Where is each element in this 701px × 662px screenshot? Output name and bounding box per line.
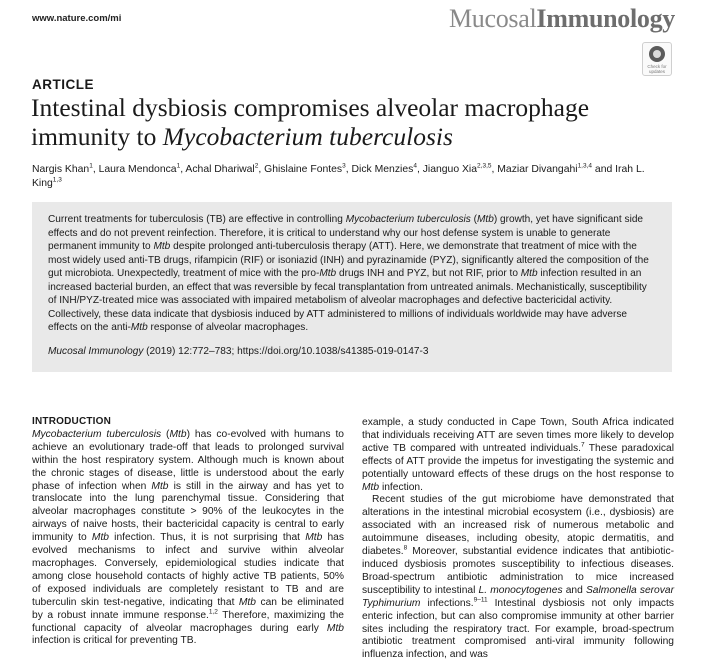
journal-name-part2: Immunology — [536, 4, 675, 33]
author-name[interactable]: Jianguo Xia — [422, 164, 478, 175]
article-title — [31, 93, 681, 151]
right-column — [362, 417, 674, 662]
author-name[interactable]: Laura Mendonca — [98, 164, 177, 175]
citation-journal: Mucosal Immunology — [48, 345, 144, 357]
paragraph-continued: example, a study conducted in Cape Town, South Africa indicated that individuals receiving ATT are seven times more likely to develop active TB compared with untreated individuals.$^7$ These paradoxical effects of ATT provide the impetus for investigating the systemic and potentially untoward effects of these drugs on the host response to Mtb infection. — [362, 417, 675, 493]
author-affiliation: 1,3 — [52, 176, 62, 184]
journal-logo — [449, 4, 675, 34]
article-type: ARTICLE — [32, 77, 94, 92]
paragraph-microbiome: Recent studies of the gut microbiome have demonstrated that alterations in the intestinal microbial ecosystem (i.e., dysbiosis) are associated with an increased risk of numerous metabolic and autoimmune diseases, including obesity, atopic dermatitis, and diabetes.$^8$ Moreover, substantial evidence indicates that antibiotic-induced dysbiosis promotes susceptibility to infectious diseases. Broad-spectrum antibiotic administration to mice increased susceptibility to intestinal L. monocytogenes and Salmonella serovar Typhimurium infections.$^{9-11}$ Intestinal dysbiosis not only impacts enteric infection, but can also compromise immunity at other barrier sites including the respiratory tract. For example, broad-spectrum antibiotic treatment compromised anti-viral immunity following influenza infection, and was — [362, 494, 674, 661]
check-updates-icon — [649, 46, 665, 62]
abstract-box — [32, 202, 672, 372]
check-for-updates-badge[interactable] — [642, 42, 672, 76]
citation-line — [48, 345, 656, 359]
journal-name-part1: Mucosal — [448, 4, 537, 33]
author-name[interactable]: Irah L. King — [32, 164, 645, 189]
intro-paragraph: Mycobacterium tuberculosis (Mtb) has co-evolved with humans to achieve an evolutionary trade-off that leads to prolonged survival within the host respiratory system. Although much is known about the chronic stages of disease, little is understood about the early phase of infection when Mtb is still in the airway and has yet to translocate into the lung parenchymal tissue. Considering that alveolar macrophages constitute > 90% of the leukocytes in the airways of naive hosts, their bactericidal capacity is central to early immunity to Mtb infection. Thus, it is not surprising that Mtb has evolved mechanisms to infect and survive within alveolar macrophages. Conversely, epidemiological studies indicate that among close household contacts of highly active TB patients, 50% of exposed individuals are completely resistant to TB and are tuberculin skin test-negative, indicating that Mtb can be eliminated by a robust innate immune response.$^{1,2}$ Therefore, maximizing the functional capacity of alveolar macrophages during early Mtb infection is critical for preventing TB. — [32, 428, 345, 647]
author-affiliation: 1 — [176, 162, 181, 170]
journal-url[interactable]: www.nature.com/mi — [32, 13, 122, 24]
author-affiliation: 1 — [89, 162, 93, 170]
author-affiliation: 2,3,5 — [477, 162, 492, 170]
left-column — [32, 416, 344, 648]
title-text: Intestinal dysbiosis compromises alveolar macrophage immunity to — [31, 93, 590, 151]
check-updates-label: Check for updates — [647, 64, 667, 74]
author-name[interactable]: Achal Dhariwal — [185, 164, 255, 175]
title-italic-text: Mycobacterium tuberculosis — [162, 122, 453, 151]
author-name[interactable]: Maziar Divangahi — [497, 164, 578, 175]
citation-details: (2019) 12:772–783; https://doi.org/10.1038/s41385-019-0147-3 — [143, 345, 429, 357]
author-affiliation: 1,3,4 — [577, 162, 593, 170]
author-affiliation: 2 — [254, 162, 259, 170]
author-affiliation: 3 — [342, 162, 346, 170]
author-list: Nargis Khan$^1$, Laura Mendonca$^1$, Achal Dhariwal$^2$, Ghislaine Fontes$^3$, Dick Menzies$^4$, Jianguo Xia$^{2,3,5}$, Maziar Divangahi$^{1,3,4}$ and Irah L. King$^{1,3}$ — [32, 162, 645, 189]
author-name[interactable]: Ghislaine Fontes — [264, 164, 343, 175]
author-name[interactable]: Dick Menzies — [351, 164, 414, 175]
author-name[interactable]: Nargis Khan — [32, 164, 90, 175]
abstract-text: Current treatments for tuberculosis (TB) are effective in controlling Mycobacterium tuberculosis (Mtb) growth, yet have significant side effects and do not prevent reinfection. Therefore, it is critical to understand why our host defense system is unable to generate permanent immunity to Mtb despite prolonged anti-tuberculosis therapy (ATT). Here, we demonstrate that treatment of mice with the most widely used anti-TB drugs, rifampicin (RIF) or isoniazid (INH) and pyrazinamide (PYZ), significantly altered the composition of the gut microbiota. Unexpectedly, treatment of mice with the pro-Mtb drugs INH and PYZ, but not RIF, prior to Mtb infection resulted in an increased bacterial burden, an effect that was reversible by fecal transplantation from untreated animals. Mechanistically, susceptibility of INH/PYZ-treated mice was associated with impaired metabolism of alveolar macrophages and defective bactericidal activity. Collectively, these data indicate that dysbiosis induced by ATT administered to millions of individuals worldwide may have adverse effects on the anti-Mtb response of alveolar macrophages. — [48, 214, 649, 333]
section-heading: INTRODUCTION — [32, 416, 112, 427]
author-affiliation: 4 — [413, 162, 417, 170]
